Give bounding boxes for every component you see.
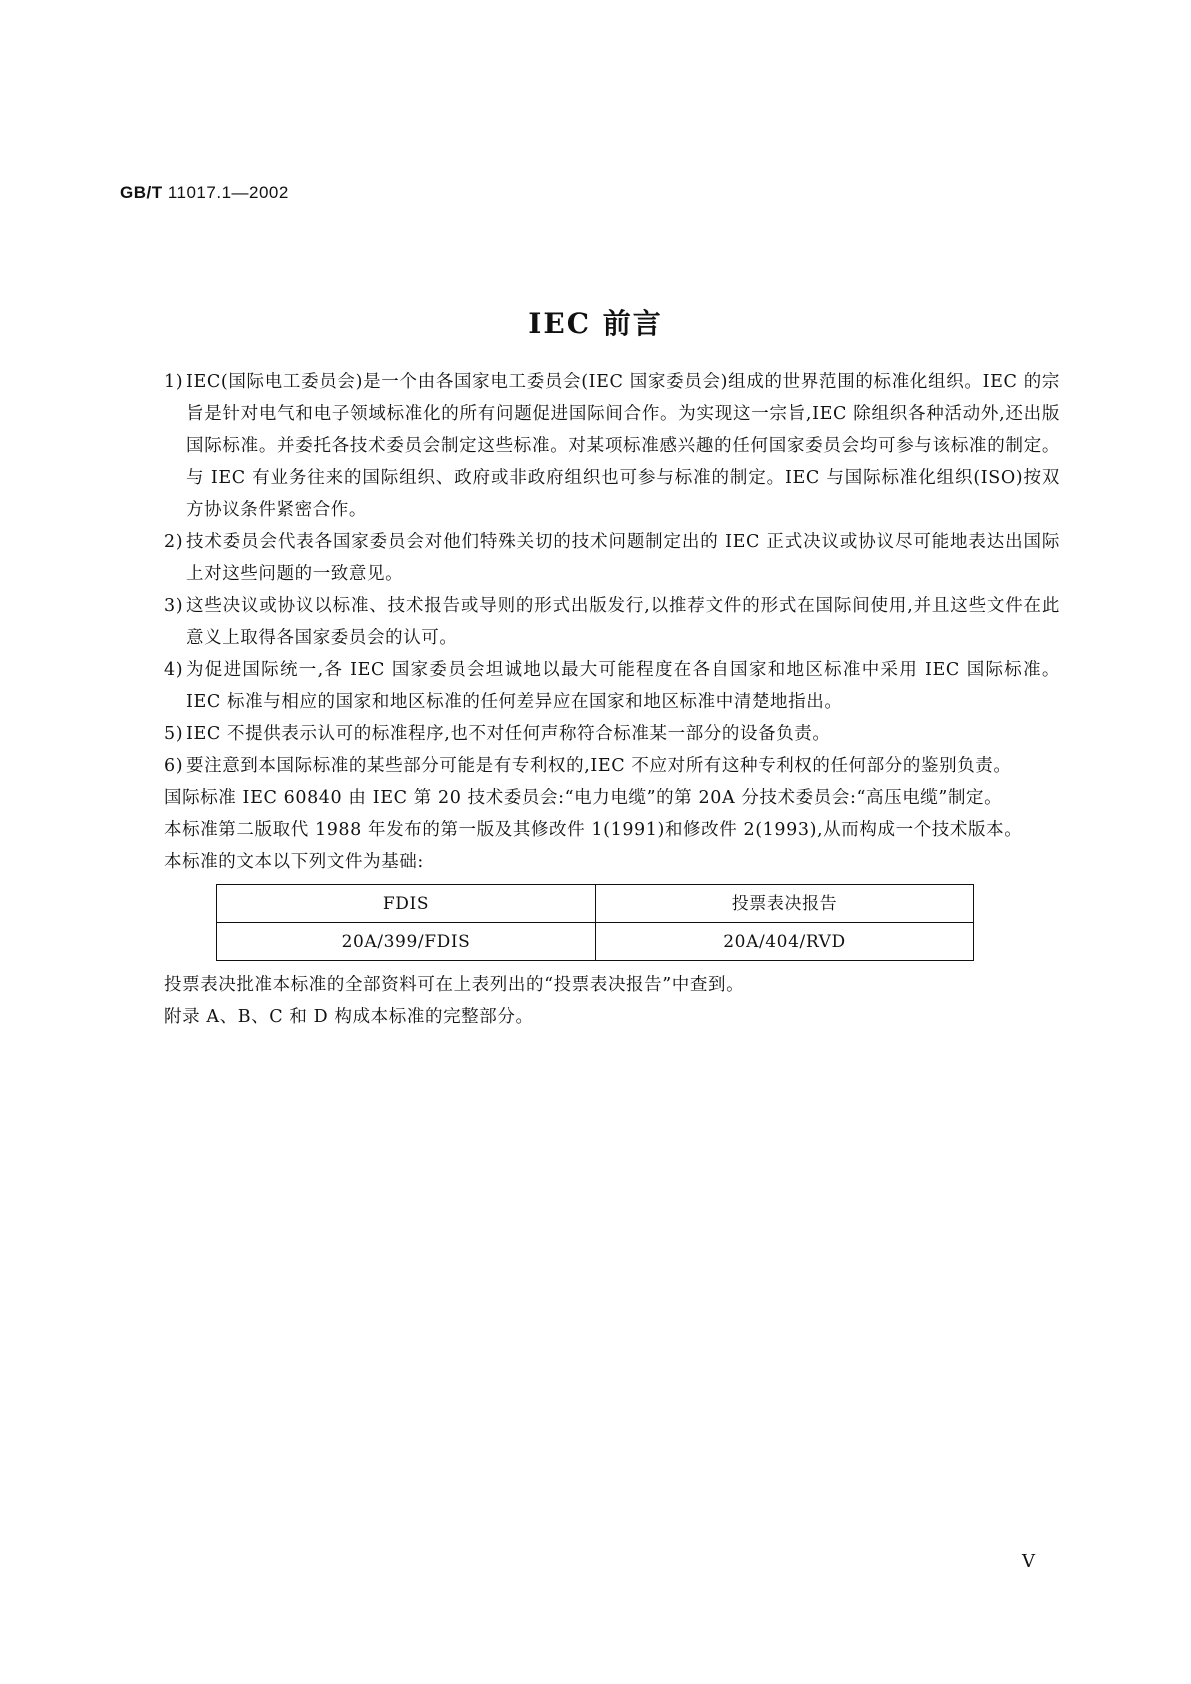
list-item-1 xyxy=(120,366,1060,526)
list-item-text: 这些决议或协议以标准、技术报告或导则的形式出版发行,以推荐文件的形式在国际间使用,并且这些文件在此意义上取得各国家委员会的认可。 xyxy=(186,596,1060,648)
paragraph-edition: 本标准第二版取代 1988 年发布的第一版及其修改件 1(1991)和修改件 2(1993),从而构成一个技术版本。 xyxy=(164,820,1023,840)
list-item-number: 3) xyxy=(164,596,184,616)
paragraph-annexes: 附录 A、B、C 和 D 构成本标准的完整部分。 xyxy=(164,1007,534,1027)
paragraph-origin: 国际标准 IEC 60840 由 IEC 第 20 技术委员会:“电力电缆”的第 20A 分技术委员会:“高压电缆”制定。 xyxy=(164,788,1003,808)
list-item-number: 2) xyxy=(164,532,184,552)
page-number: V xyxy=(1022,1551,1035,1572)
table-cell-fdis: 20A/399/FDIS xyxy=(217,923,596,961)
list-item-text: IEC 不提供表示认可的标准程序,也不对任何声称符合标准某一部分的设备负责。 xyxy=(186,724,831,744)
list-item-number: 4) xyxy=(164,660,184,680)
list-item-number: 1) xyxy=(164,372,184,392)
paragraph-voting-info: 投票表决批准本标准的全部资料可在上表列出的“投票表决报告”中查到。 xyxy=(164,975,745,995)
list-item-number: 5) xyxy=(164,724,184,744)
list-item-text: 为促进国际统一,各 IEC 国家委员会坦诚地以最大可能程度在各自国家和地区标准中采用 IEC 国际标准。IEC 标准与相应的国家和地区标准的任何差异应在国家和地区标准中清楚地指出。 xyxy=(186,660,1060,712)
list-item-number: 6) xyxy=(164,756,184,776)
document-code xyxy=(120,183,289,203)
table-cell-rvd: 20A/404/RVD xyxy=(596,923,974,961)
table-row xyxy=(217,923,974,961)
voting-documents-table xyxy=(216,884,974,961)
list-item-5 xyxy=(120,718,1060,750)
list-item-2 xyxy=(120,526,1060,590)
list-item-4 xyxy=(120,654,1060,718)
table-header-rvd: 投票表决报告 xyxy=(596,885,974,923)
document-body xyxy=(120,366,1060,1033)
page-title: IEC 前言 xyxy=(528,307,663,340)
paragraph-basis: 本标准的文本以下列文件为基础: xyxy=(164,852,424,872)
list-item-6 xyxy=(120,750,1060,782)
document-code-number: 11017.1—2002 xyxy=(162,183,289,202)
list-item-text: IEC(国际电工委员会)是一个由各国家电工委员会(IEC 国家委员会)组成的世界范围的标准化组织。IEC 的宗旨是针对电气和电子领域标准化的所有问题促进国际间合作。为实现这一宗旨,IEC 除组织各种活动外,还出版国际标准。并委托各技术委员会制定这些标准。对某项标准感兴趣的任何国家委员会均可参与该标准的制定。与 IEC 有业务往来的国际组织、政府或非政府组织也可参与标准的制定。IEC 与国际标准化组织(ISO)按双方协议条件紧密合作。 xyxy=(186,372,1060,520)
table-header-fdis: FDIS xyxy=(217,885,596,923)
table-header-row xyxy=(217,885,974,923)
list-item-text: 技术委员会代表各国家委员会对他们特殊关切的技术问题制定出的 IEC 正式决议或协议尽可能地表达出国际上对这些问题的一致意见。 xyxy=(186,532,1060,584)
document-code-prefix: GB/T xyxy=(120,183,163,202)
list-item-text: 要注意到本国际标准的某些部分可能是有专利权的,IEC 不应对所有这种专利权的任何部分的鉴别负责。 xyxy=(186,756,1012,776)
list-item-3 xyxy=(120,590,1060,654)
